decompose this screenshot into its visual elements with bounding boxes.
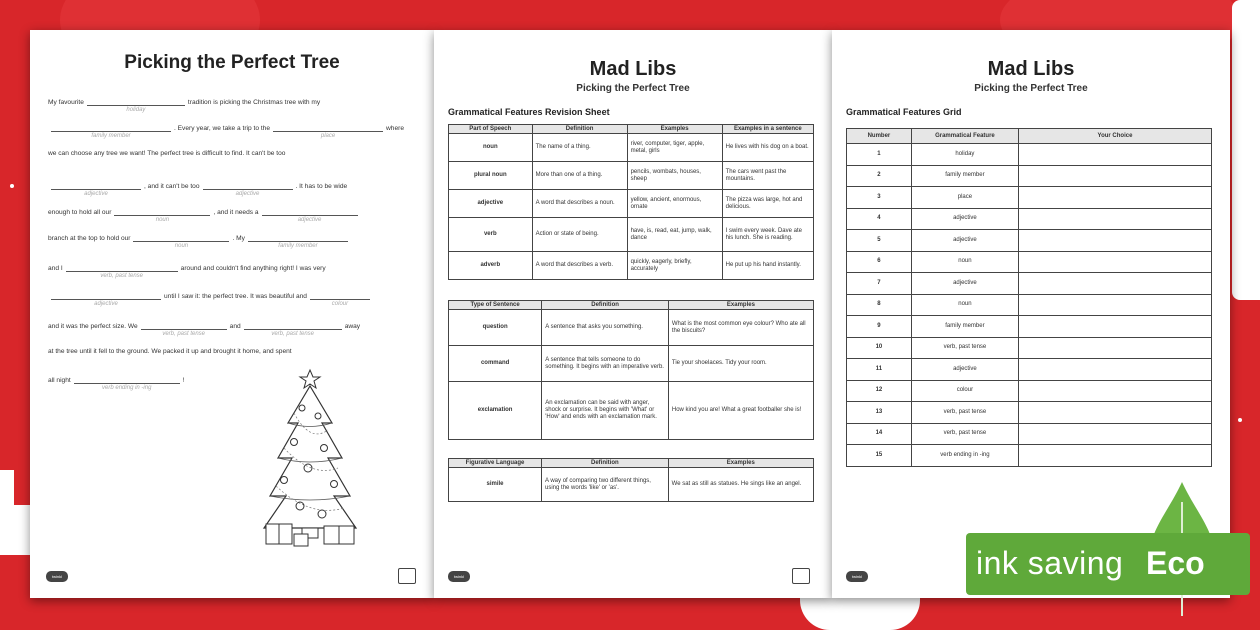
grid-number: 8 (847, 294, 912, 316)
story-text-segment: around and couldn't find anything right! I was very (180, 265, 326, 272)
grid-your-choice[interactable] (1019, 359, 1212, 381)
grid-number: 4 (847, 208, 912, 230)
story-blank (51, 182, 141, 197)
blank-hint: verb, past tense (271, 331, 315, 337)
grid-row (847, 208, 1212, 230)
table-row (449, 252, 814, 280)
story-text-segment: we can choose any tree we want! The perfect tree is difficult to find. It can't be too (48, 150, 286, 157)
story-title: Picking the Perfect Tree (124, 52, 340, 73)
background-white-shape (800, 598, 920, 630)
grid-feature: adjective (911, 273, 1018, 295)
grid-feature: place (911, 187, 1018, 209)
table-row (449, 162, 814, 190)
story-text-segment: and it was the perfect size. We (48, 323, 138, 330)
table-cell: quickly, eagerly, briefly, accurately (627, 252, 722, 280)
blank-hint: family member (91, 133, 131, 139)
table-row (449, 346, 814, 382)
story-line (48, 98, 418, 113)
grid-your-choice[interactable] (1019, 230, 1212, 252)
table-cell: An exclamation can be said with anger, shock or surprise. It begins with 'What' or 'How' and ends with an exclamation mark. (542, 382, 669, 440)
story-text-segment: , and it can't be too (144, 183, 200, 190)
story-text-segment: branch at the top to hold our (48, 235, 131, 242)
story-text-segment: My favourite (48, 99, 84, 106)
story-text-segment: enough to hold all our (48, 209, 112, 216)
grid-number: 14 (847, 423, 912, 445)
story-line (48, 234, 418, 249)
parts-of-speech-table (448, 124, 814, 280)
sparkle (10, 184, 14, 188)
grid-your-choice[interactable] (1019, 208, 1212, 230)
table-header: Part of Speech (449, 125, 533, 134)
table-cell: How kind you are! What a great footballer she is! (668, 382, 813, 440)
story-line (48, 322, 418, 337)
table-cell: plural noun (449, 162, 533, 190)
table-header: Figurative Language (449, 459, 542, 468)
story-blank (273, 124, 383, 139)
table-header: Definition (542, 301, 669, 310)
blank-hint: adjective (94, 301, 118, 307)
story-text-segment: , and it needs a (213, 209, 259, 216)
christmas-tree-illustration (258, 368, 362, 548)
grid-number: 3 (847, 187, 912, 209)
grid-row (847, 165, 1212, 187)
story-text-segment: . It has to be wide (295, 183, 348, 190)
table-cell: exclamation (449, 382, 542, 440)
story-text-segment: until I saw it: the perfect tree. It was beautiful and (164, 293, 307, 300)
blank-hint: place (320, 133, 336, 139)
blank-hint: adjective (235, 191, 260, 197)
grid-number: 6 (847, 251, 912, 273)
story-blank (244, 322, 342, 337)
story-line (48, 124, 418, 139)
grid-feature: verb, past tense (911, 402, 1018, 424)
story-text-segment: all night (48, 377, 71, 384)
twinkl-logo: twinkl (448, 571, 470, 582)
table-cell: river, computer, tiger, apple, metal, girls (627, 134, 722, 162)
table-cell: adjective (449, 190, 533, 218)
grid-your-choice[interactable] (1019, 316, 1212, 338)
grid-your-choice[interactable] (1019, 423, 1212, 445)
table-header: Type of Sentence (449, 301, 542, 310)
page-subtitle: Picking the Perfect Tree (576, 83, 690, 94)
story-line (48, 292, 418, 307)
blank-hint: adjective (297, 217, 322, 223)
table-header: Examples (627, 125, 722, 134)
table-cell: I swim every week. Dave ate his lunch. She is reading. (722, 218, 813, 252)
story-blank (310, 292, 370, 307)
story-blank (262, 208, 358, 223)
grid-your-choice[interactable] (1019, 294, 1212, 316)
table-cell: A sentence that asks you something. (542, 310, 669, 346)
sparkle (1238, 418, 1242, 422)
grid-feature: verb ending in -ing (911, 445, 1018, 467)
table-cell: The pizza was large, hot and delicious. (722, 190, 813, 218)
table-row (449, 382, 814, 440)
section-title: Grammatical Features Revision Sheet (448, 107, 610, 117)
grid-header: Your Choice (1019, 129, 1212, 144)
story-blank (66, 264, 178, 279)
story-blank (74, 376, 180, 391)
grid-feature: adjective (911, 208, 1018, 230)
story-blank (133, 234, 229, 249)
twinkl-logo: twinkl (46, 571, 68, 582)
grid-row (847, 187, 1212, 209)
table-cell: verb (449, 218, 533, 252)
table-cell: Action or state of being. (532, 218, 627, 252)
story-line (48, 208, 418, 223)
grid-feature: noun (911, 251, 1018, 273)
grid-your-choice[interactable] (1019, 402, 1212, 424)
background-white-shape (0, 505, 30, 555)
table-cell: A word that describes a noun. (532, 190, 627, 218)
story-blank (51, 124, 171, 139)
table-cell: noun (449, 134, 533, 162)
blank-hint: verb, past tense (100, 273, 144, 279)
grid-row (847, 144, 1212, 166)
grid-feature: adjective (911, 230, 1018, 252)
story-blank (141, 322, 227, 337)
grid-row (847, 359, 1212, 381)
eco-badge-text: ink saving (976, 545, 1124, 581)
twinkl-logo: twinkl (846, 571, 868, 582)
page-title: Mad Libs (589, 58, 677, 80)
table-cell: adverb (449, 252, 533, 280)
grid-your-choice[interactable] (1019, 165, 1212, 187)
story-line (48, 182, 418, 197)
blank-hint: holiday (126, 107, 146, 113)
table-header: Examples (668, 459, 813, 468)
table-cell: command (449, 346, 542, 382)
table-cell: He put up his hand instantly. (722, 252, 813, 280)
story-blank (203, 182, 293, 197)
table-cell: More than one of a thing. (532, 162, 627, 190)
story-blank (51, 292, 161, 307)
story-text-segment: tradition is picking the Christmas tree with my (187, 99, 321, 106)
grid-number: 10 (847, 337, 912, 359)
grid-number: 7 (847, 273, 912, 295)
grid-number: 5 (847, 230, 912, 252)
grid-row (847, 402, 1212, 424)
grid-feature: verb, past tense (911, 423, 1018, 445)
story-blank (114, 208, 210, 223)
grid-number: 12 (847, 380, 912, 402)
story-line (48, 348, 418, 355)
story-line (48, 376, 418, 391)
blank-hint: verb ending in -ing (102, 385, 152, 391)
table-cell: A sentence that tells someone to do something. It begins with an imperative verb. (542, 346, 669, 382)
table-row (449, 190, 814, 218)
grid-feature: family member (911, 316, 1018, 338)
grid-row (847, 337, 1212, 359)
grid-row (847, 423, 1212, 445)
story-text-segment: at the tree until it fell to the ground. We packed it up and brought it home, and spent (48, 348, 292, 355)
blank-hint: noun (174, 243, 189, 249)
story-line (48, 150, 418, 157)
table-cell: question (449, 310, 542, 346)
blank-hint: verb, past tense (162, 331, 206, 337)
grid-your-choice[interactable] (1019, 251, 1212, 273)
grid-feature: colour (911, 380, 1018, 402)
table-cell: We sat as still as statues. He sings like an angel. (668, 468, 813, 502)
grid-row (847, 230, 1212, 252)
blank-hint: family member (278, 243, 318, 249)
table-cell: What is the most common eye colour? Who ate all the biscuits? (668, 310, 813, 346)
page-subtitle: Picking the Perfect Tree (974, 83, 1088, 94)
table-row (449, 218, 814, 252)
story-text-segment: away (344, 323, 361, 330)
grid-feature: noun (911, 294, 1018, 316)
table-cell: simile (449, 468, 542, 502)
table-cell: The name of a thing. (532, 134, 627, 162)
grid-row (847, 316, 1212, 338)
story-blank (87, 98, 185, 113)
table-cell: Tie your shoelaces. Tidy your room. (668, 346, 813, 382)
table-header: Examples (668, 301, 813, 310)
grid-row (847, 251, 1212, 273)
story-text-segment: and I (48, 265, 63, 272)
table-row (449, 468, 814, 502)
blank-hint: colour (331, 301, 349, 307)
table-cell: He lives with his dog on a boat. (722, 134, 813, 162)
story-blank (248, 234, 348, 249)
grid-feature: family member (911, 165, 1018, 187)
story-text-segment: ! (182, 377, 185, 384)
table-row (449, 134, 814, 162)
grid-number: 1 (847, 144, 912, 166)
story-text-segment: where (386, 125, 404, 132)
table-cell: have, is, read, eat, jump, walk, dance (627, 218, 722, 252)
grid-number: 9 (847, 316, 912, 338)
section-title: Grammatical Features Grid (846, 107, 962, 117)
sentence-types-table (448, 300, 814, 440)
story-worksheet (30, 30, 434, 598)
grid-your-choice[interactable] (1019, 273, 1212, 295)
table-header: Examples in a sentence (722, 125, 813, 134)
grid-header: Number (847, 129, 912, 144)
table-header: Definition (542, 459, 669, 468)
table-cell: A way of comparing two different things, using the words 'like' or 'as'. (542, 468, 669, 502)
figurative-language-table (448, 458, 814, 502)
grid-your-choice[interactable] (1019, 380, 1212, 402)
table-cell: The cars went past the mountains. (722, 162, 813, 190)
quality-badge (398, 568, 416, 584)
grid-feature: holiday (911, 144, 1018, 166)
story-text-segment: . Every year, we take a trip to the (174, 125, 271, 132)
table-cell: yellow, ancient, enormous, ornate (627, 190, 722, 218)
grid-row (847, 273, 1212, 295)
page-title: Mad Libs (987, 58, 1075, 80)
table-cell: pencils, wombats, houses, sheep (627, 162, 722, 190)
ink-saving-eco-badge (966, 533, 1250, 595)
eco-badge-word: Eco (1146, 545, 1205, 581)
grid-your-choice[interactable] (1019, 144, 1212, 166)
grid-number: 15 (847, 445, 912, 467)
table-row (449, 310, 814, 346)
grid-feature: adjective (911, 359, 1018, 381)
grid-number: 2 (847, 165, 912, 187)
blank-hint: noun (155, 217, 170, 223)
grid-row (847, 445, 1212, 467)
grid-your-choice[interactable] (1019, 187, 1212, 209)
background-white-shape (0, 470, 14, 510)
grammatical-features-grid (846, 128, 1212, 467)
grid-header: Grammatical Feature (911, 129, 1018, 144)
table-header: Definition (532, 125, 627, 134)
grid-row (847, 380, 1212, 402)
story-line (48, 264, 418, 279)
grid-number: 11 (847, 359, 912, 381)
quality-badge (792, 568, 810, 584)
grid-your-choice[interactable] (1019, 337, 1212, 359)
grid-number: 13 (847, 402, 912, 424)
grid-feature: verb, past tense (911, 337, 1018, 359)
revision-worksheet (434, 30, 832, 598)
table-cell: A word that describes a verb. (532, 252, 627, 280)
story-text-segment: . My (232, 235, 245, 242)
background-white-shape (1232, 0, 1260, 300)
grid-row (847, 294, 1212, 316)
story-text-segment: and (229, 323, 241, 330)
blank-hint: adjective (84, 191, 108, 197)
grid-your-choice[interactable] (1019, 445, 1212, 467)
